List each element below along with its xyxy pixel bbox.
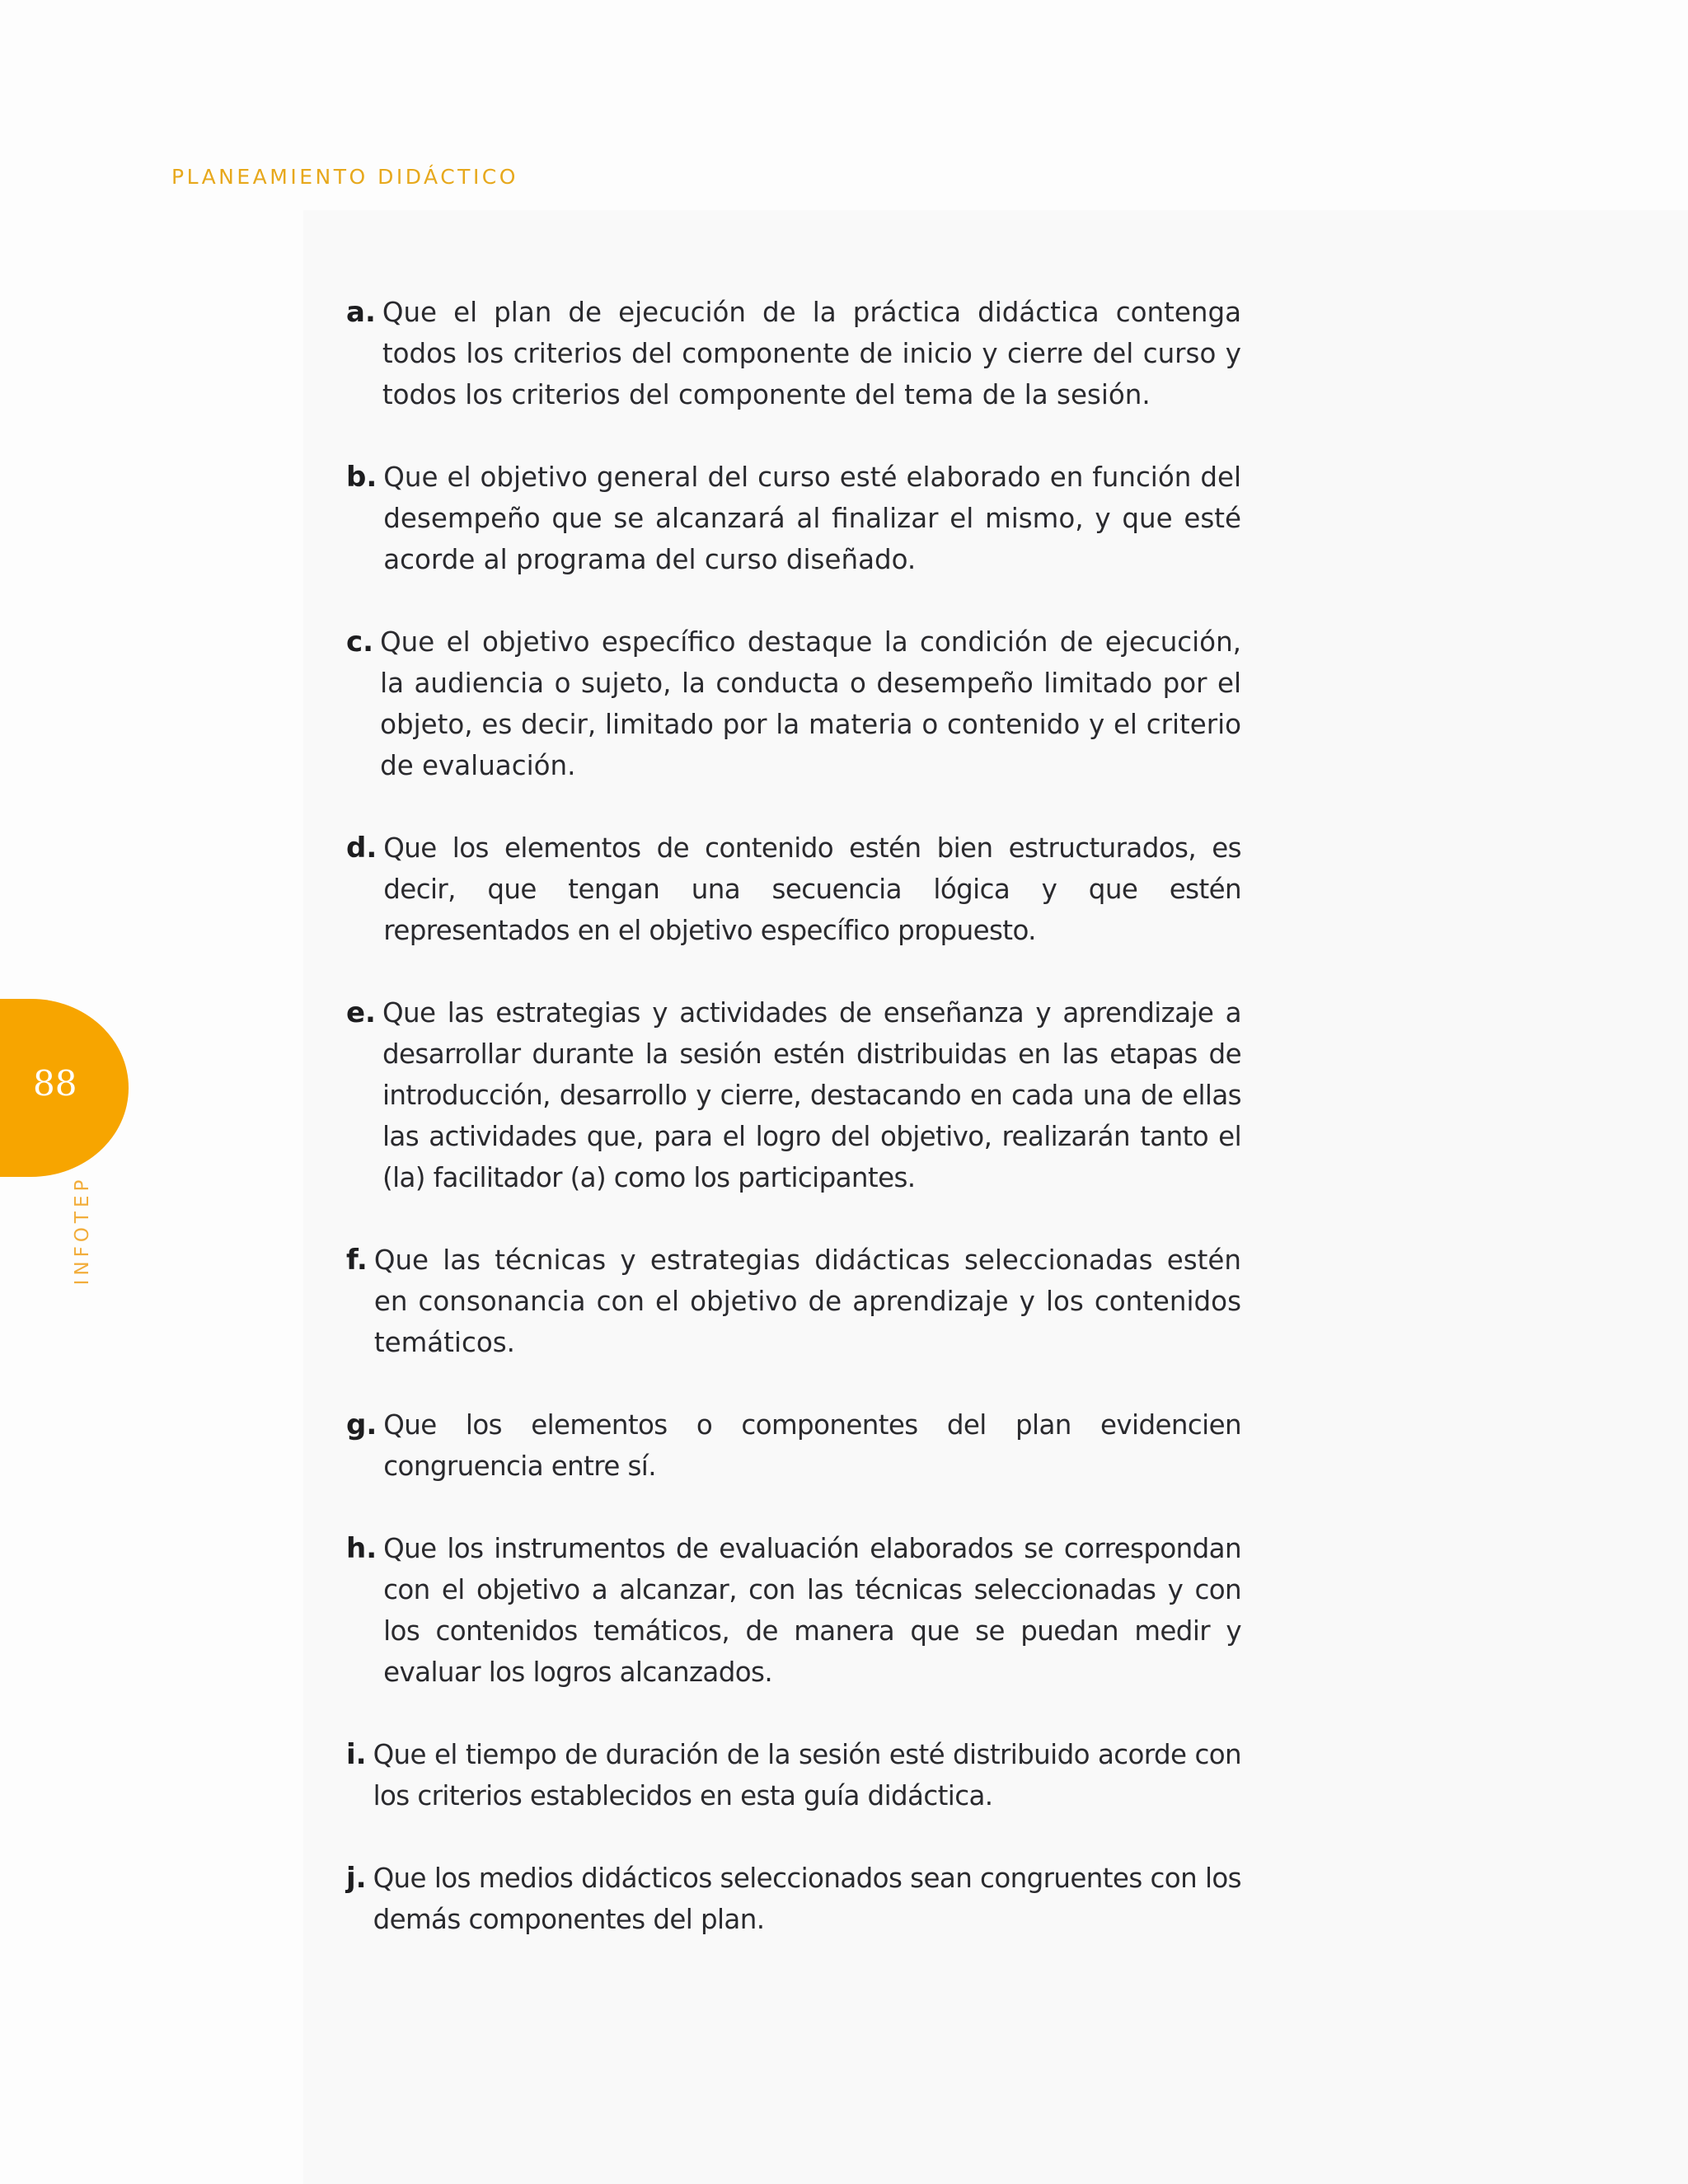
criterion-item bbox=[346, 457, 1241, 580]
criterion-text: Que el plan de ejecución de la práctica didáctica contenga todos los criterios del componente de inicio y cierre del curso y todos los criterios del componente del tema de la sesión. bbox=[382, 297, 1241, 410]
criterion-item bbox=[346, 827, 1241, 951]
criterion-item bbox=[346, 292, 1241, 415]
side-brand-label: INFOTEP bbox=[72, 1175, 93, 1286]
criterion-item bbox=[346, 1858, 1241, 1940]
criterion-letter: b. bbox=[346, 461, 377, 494]
criterion-letter: c. bbox=[346, 626, 374, 658]
criterion-letter: h. bbox=[346, 1532, 377, 1565]
criterion-item bbox=[346, 1240, 1241, 1363]
criterion-text: Que el objetivo general del curso esté elaborado en función del desempeño que se alcanzará al finalizar el mismo, y que esté acorde al programa del curso diseñado. bbox=[383, 462, 1241, 575]
criterion-letter: j. bbox=[346, 1862, 367, 1895]
criterion-text: Que las estrategias y actividades de enseñanza y aprendizaje a desarrollar durante la sesión estén distribuidas en las etapas de introducción, desarrollo y cierre, destacando en cada una de ellas las actividades que, para el logro del objetivo, realizarán tanto el (la) facilitador (a) como los participantes. bbox=[382, 997, 1241, 1193]
criterion-text: Que el tiempo de duración de la sesión esté distribuido acorde con los criterios establecidos en esta guía didáctica. bbox=[373, 1739, 1241, 1811]
criteria-list bbox=[346, 292, 1241, 1981]
criterion-text: Que los elementos o componentes del plan evidencien congruencia entre sí. bbox=[383, 1409, 1241, 1482]
criterion-text: Que el objetivo específico destaque la condición de ejecución, la audiencia o sujeto, la conducta o desempeño limitado por el objeto, es decir, limitado por la materia o contenido y el criterio de evaluación. bbox=[380, 626, 1241, 781]
running-header: PLANEAMIENTO DIDÁCTICO bbox=[171, 165, 518, 189]
criterion-item bbox=[346, 1404, 1241, 1487]
criterion-item bbox=[346, 1528, 1241, 1693]
criterion-letter: a. bbox=[346, 296, 376, 329]
criterion-item bbox=[346, 992, 1241, 1198]
criterion-letter: i. bbox=[346, 1738, 367, 1771]
criterion-text: Que los elementos de contenido estén bien estructurados, es decir, que tengan una secuencia lógica y que estén representados en el objetivo específico propuesto. bbox=[383, 832, 1241, 946]
criterion-text: Que las técnicas y estrategias didácticas seleccionadas estén en consonancia con el objetivo de aprendizaje y los contenidos temáticos. bbox=[373, 1244, 1241, 1358]
criterion-letter: e. bbox=[346, 996, 376, 1029]
criterion-item bbox=[346, 621, 1241, 786]
page-number: 88 bbox=[33, 1063, 77, 1104]
criterion-letter: g. bbox=[346, 1408, 377, 1441]
criterion-item bbox=[346, 1734, 1241, 1816]
criterion-text: Que los medios didácticos seleccionados sean congruentes con los demás componentes del plan. bbox=[373, 1863, 1241, 1935]
criterion-text: Que los instrumentos de evaluación elaborados se correspondan con el objetivo a alcanzar, con las técnicas seleccionadas y con los contenidos temáticos, de manera que se puedan medir y evaluar los logros alcanzados. bbox=[383, 1533, 1241, 1688]
criterion-letter: d. bbox=[346, 832, 377, 865]
criterion-letter: f. bbox=[346, 1244, 368, 1277]
